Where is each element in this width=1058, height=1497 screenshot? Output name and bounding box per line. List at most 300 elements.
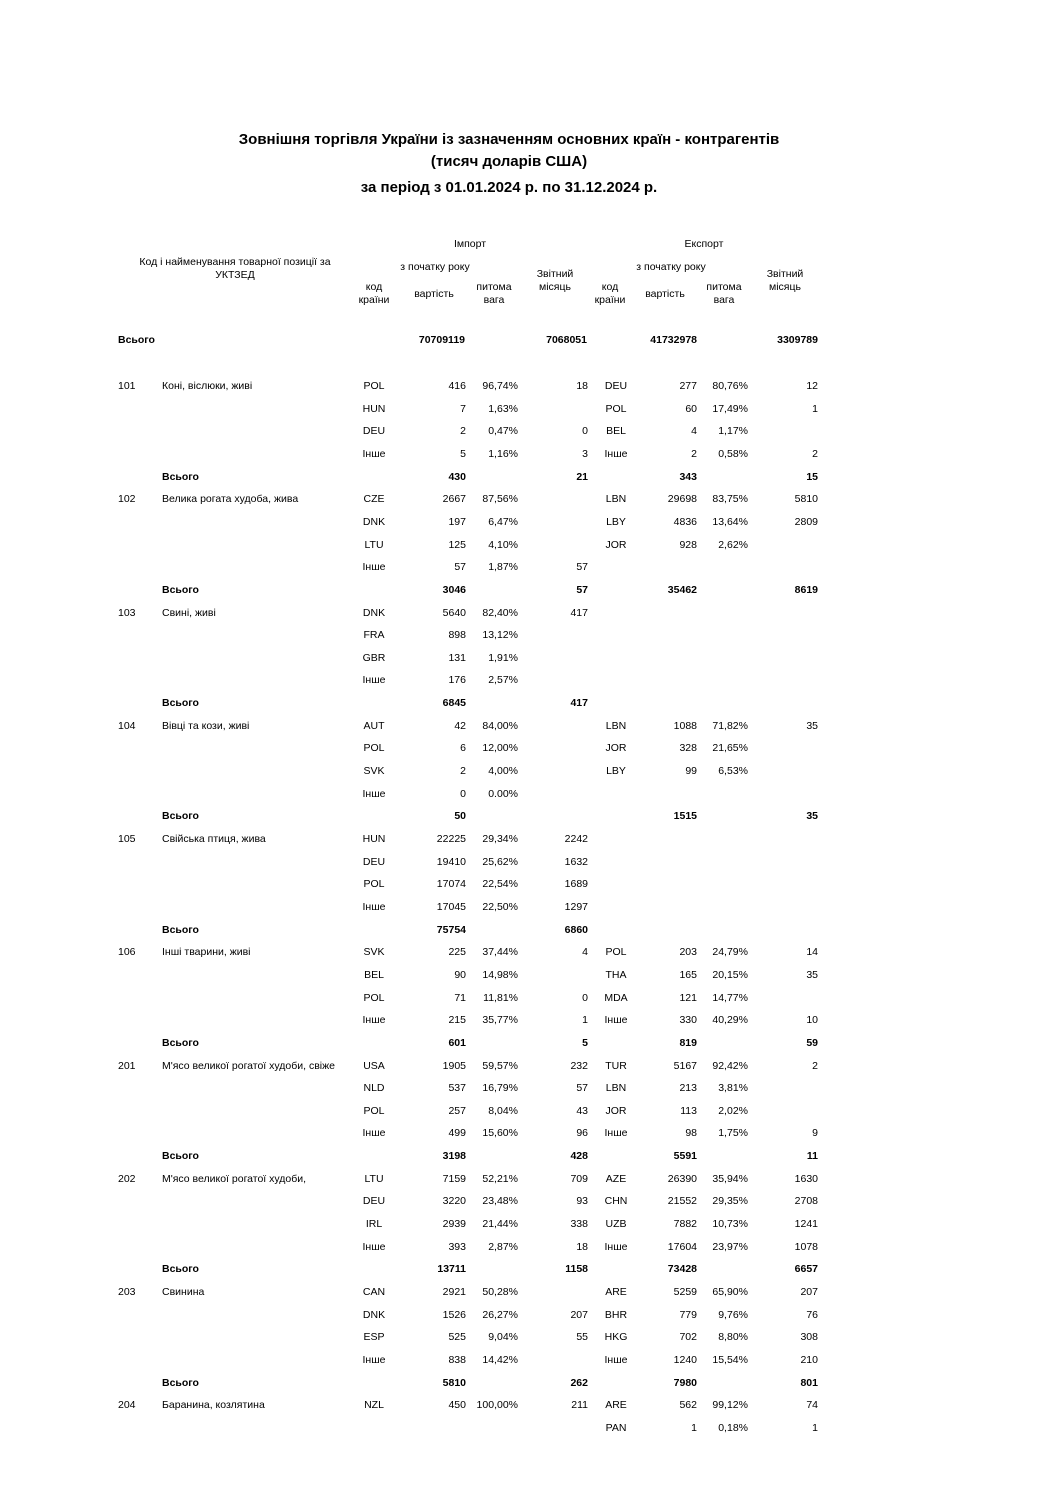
import-share: 22,50%	[482, 900, 518, 913]
import-month: 55	[576, 1331, 588, 1344]
import-share: 13,12%	[482, 629, 518, 642]
export-month: 207	[800, 1286, 818, 1298]
header-import-value: вартість	[414, 288, 454, 300]
import-value: 5640	[442, 606, 466, 619]
export-country-code: JOR	[605, 538, 627, 551]
import-month: 1689	[564, 878, 588, 891]
export-month: 2708	[794, 1195, 818, 1208]
row-name: Вівці та кози, живі	[162, 719, 250, 732]
import-value: 430	[448, 470, 466, 483]
export-share: 6,53%	[718, 765, 748, 778]
export-value: 73428	[667, 1263, 697, 1276]
row-total-label: Всього	[162, 1263, 199, 1276]
export-country-code: ARE	[605, 1399, 627, 1412]
import-country-code: DEU	[362, 425, 386, 438]
import-country-code: FRA	[363, 629, 385, 642]
export-month: 15	[806, 470, 818, 483]
import-share: 1,87%	[488, 561, 518, 574]
import-share: 25,62%	[482, 855, 518, 868]
document-title: Зовнішня торгівля України із зазначенням основних країн - контрагентів	[238, 131, 780, 148]
import-value: 601	[448, 1036, 466, 1049]
export-value: 5259	[673, 1286, 697, 1298]
export-country-code: LBN	[605, 719, 627, 732]
export-month: 35	[806, 968, 818, 981]
import-country-code: Інше	[362, 1014, 386, 1027]
import-share: 4,10%	[488, 538, 518, 551]
header-import-ytd: з початку року	[400, 261, 470, 273]
import-country-code: DNK	[362, 1308, 386, 1321]
import-country-code: LTU	[364, 538, 384, 551]
export-share: 3,81%	[718, 1082, 748, 1095]
export-value: 1515	[673, 810, 697, 823]
import-value: 197	[448, 515, 466, 528]
export-value: 1	[691, 1421, 697, 1434]
export-share: 83,75%	[712, 493, 748, 506]
header-import-share: питома вага	[476, 281, 512, 306]
import-country-code: HUN	[362, 402, 386, 415]
export-country-code: MDA	[604, 991, 628, 1004]
import-country-code: Інше	[362, 561, 386, 574]
export-month: 9	[812, 1127, 818, 1140]
export-country-code: PAN	[605, 1421, 627, 1434]
export-share: 92,42%	[712, 1059, 748, 1072]
row-code: 102	[118, 493, 136, 506]
export-value: 113	[680, 1104, 697, 1117]
export-month: 1	[812, 1421, 818, 1434]
export-country-code: BEL	[606, 425, 626, 438]
import-value: 2939	[442, 1218, 466, 1231]
import-value: 257	[448, 1104, 466, 1117]
import-share: 29,34%	[482, 833, 518, 845]
export-value: 562	[679, 1399, 697, 1412]
import-share: 6,47%	[488, 515, 518, 528]
export-value: 17604	[667, 1240, 697, 1253]
import-share: 26,27%	[482, 1308, 518, 1321]
import-value: 393	[448, 1240, 466, 1253]
import-value: 75754	[436, 923, 466, 936]
export-value: 779	[679, 1308, 697, 1321]
import-share: 0,47%	[488, 425, 518, 438]
import-share: 16,79%	[482, 1082, 518, 1095]
export-country-code: DEU	[604, 380, 628, 392]
export-month: 59	[806, 1036, 818, 1049]
export-country-code: THA	[605, 968, 627, 981]
import-value: 7	[460, 402, 466, 415]
export-country-code: AZE	[605, 1172, 627, 1185]
export-country-code: TUR	[605, 1059, 627, 1072]
export-value: 213	[679, 1082, 697, 1095]
import-country-code: IRL	[365, 1218, 383, 1231]
import-country-code: SVK	[363, 765, 385, 778]
import-value: 2	[460, 765, 466, 778]
export-month: 10	[806, 1014, 818, 1027]
import-share: 0.00%	[488, 787, 518, 800]
grand-total-export-month: 3309789	[777, 334, 818, 346]
import-country-code: BEL	[364, 968, 384, 981]
row-code: 105	[118, 833, 136, 845]
import-value: 2667	[442, 493, 466, 506]
export-value: 7882	[673, 1218, 697, 1231]
import-month: 417	[570, 606, 588, 619]
import-value: 3220	[442, 1195, 466, 1208]
import-month: 96	[576, 1127, 588, 1140]
export-value: 5167	[673, 1059, 697, 1072]
import-country-code: POL	[363, 991, 385, 1004]
import-month: 4	[582, 946, 588, 959]
import-share: 2,57%	[488, 674, 518, 687]
export-month: 8619	[794, 583, 818, 596]
import-share: 12,00%	[482, 742, 518, 755]
import-country-code: Інше	[362, 1127, 386, 1140]
export-share: 2,62%	[718, 538, 748, 551]
import-value: 5	[460, 447, 466, 460]
import-country-code: GBR	[362, 651, 386, 664]
export-month: 2	[812, 1059, 818, 1072]
export-country-code: JOR	[605, 1104, 627, 1117]
row-total-label: Всього	[162, 1036, 199, 1049]
import-country-code: ESP	[363, 1331, 385, 1344]
row-total-label: Всього	[162, 583, 199, 596]
import-month: 57	[576, 1082, 588, 1095]
import-month: 0	[582, 991, 588, 1004]
export-month: 1	[812, 402, 818, 415]
import-country-code: CAN	[362, 1286, 386, 1298]
import-share: 14,98%	[482, 968, 518, 981]
export-country-code: CHN	[604, 1195, 628, 1208]
row-total-label: Всього	[162, 470, 199, 483]
row-code: 101	[118, 380, 136, 392]
export-share: 2,02%	[718, 1104, 748, 1117]
import-value: 7159	[442, 1172, 466, 1185]
export-value: 328	[679, 742, 697, 755]
export-country-code: Інше	[604, 1014, 628, 1027]
import-share: 84,00%	[482, 719, 518, 732]
import-country-code: SVK	[363, 946, 385, 959]
export-value: 21552	[667, 1195, 697, 1208]
export-value: 7980	[673, 1376, 697, 1389]
import-month: 338	[570, 1218, 588, 1231]
export-share: 17,49%	[712, 402, 748, 415]
import-month: 93	[576, 1195, 588, 1208]
row-code: 203	[118, 1286, 136, 1298]
export-month: 2	[812, 447, 818, 460]
import-month: 417	[570, 697, 588, 710]
import-value: 2	[460, 425, 466, 438]
import-month: 18	[576, 1240, 588, 1253]
import-value: 125	[448, 538, 466, 551]
export-share: 8,80%	[718, 1331, 748, 1344]
export-value: 29698	[667, 493, 697, 506]
row-code: 204	[118, 1399, 136, 1412]
export-country-code: LBY	[606, 765, 626, 778]
export-country-code: BHR	[604, 1308, 628, 1321]
row-code: 104	[118, 719, 136, 732]
export-value: 165	[679, 968, 697, 981]
import-value: 416	[448, 380, 466, 392]
export-value: 819	[679, 1036, 697, 1049]
export-share: 21,65%	[712, 742, 748, 755]
import-month: 232	[570, 1059, 588, 1072]
import-country-code: DEU	[362, 1195, 386, 1208]
import-value: 838	[448, 1353, 466, 1366]
import-share: 35,77%	[482, 1014, 518, 1027]
export-country-code: LBN	[605, 493, 627, 506]
export-share: 1,17%	[718, 425, 748, 438]
header-export-share: питома вага	[706, 281, 742, 306]
import-share: 23,48%	[482, 1195, 518, 1208]
import-country-code: USA	[363, 1059, 385, 1072]
export-value: 702	[679, 1331, 697, 1344]
header-export-ytd: з початку року	[636, 261, 706, 273]
import-country-code: CZE	[363, 493, 385, 506]
import-country-code: HUN	[362, 833, 386, 845]
export-share: 29,35%	[712, 1195, 748, 1208]
export-country-code: LBY	[606, 515, 626, 528]
export-country-code: Інше	[604, 1240, 628, 1253]
row-name: Свинина	[162, 1286, 205, 1298]
export-month: 5810	[794, 493, 818, 506]
row-name: Свійська птиця, жива	[162, 833, 266, 845]
export-value: 26390	[667, 1172, 697, 1185]
import-value: 450	[448, 1399, 466, 1412]
import-month: 428	[570, 1150, 588, 1163]
import-value: 6	[460, 742, 466, 755]
export-value: 343	[679, 470, 697, 483]
import-value: 22225	[436, 833, 466, 845]
import-value: 537	[448, 1082, 466, 1095]
import-value: 3198	[442, 1150, 466, 1163]
export-share: 13,64%	[712, 515, 748, 528]
export-value: 4836	[673, 515, 697, 528]
row-name: М'ясо великої рогатої худоби,	[162, 1172, 307, 1185]
import-month: 57	[576, 583, 588, 596]
import-share: 1,63%	[488, 402, 518, 415]
export-share: 14,77%	[712, 991, 748, 1004]
import-month: 1	[582, 1014, 588, 1027]
export-share: 71,82%	[712, 719, 748, 732]
import-share: 96,74%	[482, 380, 518, 392]
export-share: 23,97%	[712, 1240, 748, 1253]
row-name: М'ясо великої рогатої худоби, свіже	[162, 1059, 335, 1072]
export-share: 10,73%	[712, 1218, 748, 1231]
import-country-code: POL	[363, 1104, 385, 1117]
row-total-label: Всього	[162, 1376, 199, 1389]
import-value: 57	[454, 561, 466, 574]
import-country-code: NLD	[363, 1082, 385, 1095]
export-share: 0,18%	[718, 1421, 748, 1434]
import-month: 3	[582, 447, 588, 460]
import-month: 2242	[564, 833, 588, 845]
import-share: 2,87%	[488, 1240, 518, 1253]
row-code: 103	[118, 606, 136, 619]
export-month: 76	[806, 1308, 818, 1321]
grand-total-import-value: 70709119	[418, 334, 465, 346]
header-export-value: вартість	[645, 288, 685, 300]
import-value: 176	[448, 674, 466, 687]
export-share: 40,29%	[712, 1014, 748, 1027]
grand-total-import-month: 7068051	[546, 334, 587, 346]
row-total-label: Всього	[162, 923, 199, 936]
export-month: 210	[800, 1353, 818, 1366]
import-country-code: POL	[363, 380, 385, 392]
import-share: 11,81%	[483, 991, 518, 1004]
export-value: 98	[685, 1127, 697, 1140]
import-share: 15,60%	[482, 1127, 518, 1140]
export-share: 20,15%	[712, 968, 748, 981]
export-value: 99	[685, 765, 697, 778]
grand-total-label: Всього	[118, 334, 155, 346]
header-import-month: Звітний місяць	[536, 268, 574, 293]
export-country-code: HKG	[604, 1331, 628, 1344]
export-share: 24,79%	[712, 946, 748, 959]
row-total-label: Всього	[162, 1150, 199, 1163]
import-country-code: Інше	[362, 447, 386, 460]
import-month: 1297	[564, 900, 588, 913]
export-value: 35462	[667, 583, 697, 596]
import-value: 17045	[436, 900, 466, 913]
row-total-label: Всього	[162, 697, 199, 710]
row-name: Коні, віслюки, живі	[162, 380, 253, 392]
import-month: 709	[570, 1172, 588, 1185]
export-share: 1,75%	[718, 1127, 748, 1140]
import-value: 131	[448, 651, 466, 664]
import-country-code: LTU	[364, 1172, 384, 1185]
import-country-code: DNK	[362, 515, 386, 528]
export-month: 74	[806, 1399, 818, 1412]
import-share: 87,56%	[482, 493, 518, 506]
import-month: 43	[576, 1104, 588, 1117]
import-share: 21,44%	[482, 1218, 518, 1231]
export-country-code: JOR	[605, 742, 627, 755]
row-name: Велика рогата худоба, жива	[162, 493, 299, 506]
import-share: 22,54%	[482, 878, 518, 891]
import-value: 1526	[442, 1308, 466, 1321]
export-month: 2809	[794, 515, 818, 528]
export-share: 99,12%	[712, 1399, 748, 1412]
export-country-code: POL	[605, 402, 627, 415]
row-name: Свині, живі	[162, 606, 216, 619]
import-month: 1632	[564, 855, 588, 868]
document-period: за період з 01.01.2024 р. по 31.12.2024 р.	[360, 179, 658, 196]
export-country-code: POL	[605, 946, 627, 959]
import-value: 215	[448, 1014, 466, 1027]
import-value: 90	[454, 968, 466, 981]
header-code-name: Код і найменування товарної позиції за УКТЗЕД	[139, 256, 331, 281]
import-share: 50,28%	[482, 1286, 518, 1298]
export-country-code: Інше	[604, 1353, 628, 1366]
import-share: 82,40%	[482, 606, 518, 619]
export-value: 1240	[673, 1353, 697, 1366]
import-value: 50	[454, 810, 466, 823]
export-value: 203	[679, 946, 697, 959]
export-share: 80,76%	[712, 380, 748, 392]
export-value: 330	[679, 1014, 697, 1027]
export-share: 9,76%	[718, 1308, 748, 1321]
export-value: 60	[685, 402, 697, 415]
row-code: 201	[118, 1059, 136, 1072]
import-country-code: Інше	[362, 900, 386, 913]
import-country-code: DEU	[362, 855, 386, 868]
export-share: 15,54%	[712, 1353, 748, 1366]
export-value: 5591	[673, 1150, 697, 1163]
import-value: 3046	[442, 583, 466, 596]
import-value: 6845	[442, 697, 466, 710]
export-country-code: Інше	[604, 1127, 628, 1140]
export-month: 35	[806, 719, 818, 732]
row-name: Інші тварини, живі	[162, 946, 251, 959]
export-value: 1088	[673, 719, 697, 732]
import-share: 37,44%	[482, 946, 518, 959]
import-month: 211	[571, 1399, 588, 1412]
import-value: 5810	[442, 1376, 466, 1389]
import-country-code: Інше	[362, 674, 386, 687]
export-value: 928	[679, 538, 697, 551]
import-country-code: POL	[363, 878, 385, 891]
import-value: 17074	[436, 878, 466, 891]
import-value: 42	[454, 719, 466, 732]
import-value: 71	[454, 991, 466, 1004]
grand-total-export-value: 41732978	[650, 334, 697, 346]
import-share: 9,04%	[488, 1331, 518, 1344]
header-export: Експорт	[684, 238, 724, 250]
import-share: 4,00%	[488, 765, 518, 778]
export-country-code: LBN	[605, 1082, 627, 1095]
header-export-month: Звітний місяць	[766, 268, 804, 293]
export-month: 12	[806, 380, 818, 392]
import-value: 19410	[436, 855, 466, 868]
import-month: 57	[576, 561, 588, 574]
row-total-label: Всього	[162, 810, 199, 823]
export-value: 4	[691, 425, 697, 438]
export-share: 65,90%	[712, 1286, 748, 1298]
import-country-code: Інше	[362, 1353, 386, 1366]
header-import-country-code: код країни	[358, 281, 390, 306]
import-value: 2921	[442, 1286, 466, 1298]
import-month: 1158	[565, 1263, 588, 1276]
import-country-code: AUT	[363, 719, 385, 732]
import-month: 207	[570, 1308, 588, 1321]
row-name: Баранина, козлятина	[162, 1399, 265, 1412]
import-share: 59,57%	[482, 1059, 518, 1072]
export-month: 1241	[794, 1218, 818, 1231]
header-import: Імпорт	[453, 238, 487, 250]
import-value: 13711	[437, 1263, 466, 1276]
import-country-code: Інше	[362, 787, 386, 800]
import-country-code: NZL	[364, 1399, 384, 1412]
import-share: 1,91%	[488, 651, 518, 664]
import-value: 1905	[442, 1059, 466, 1072]
export-month: 14	[806, 946, 818, 959]
import-country-code: DNK	[362, 606, 386, 619]
export-month: 11	[806, 1150, 818, 1163]
import-month: 262	[570, 1376, 588, 1389]
import-country-code: POL	[363, 742, 385, 755]
import-month: 0	[582, 425, 588, 438]
import-value: 499	[448, 1127, 466, 1140]
export-value: 277	[679, 380, 697, 392]
export-share: 35,94%	[712, 1172, 748, 1185]
export-month: 308	[800, 1331, 818, 1344]
import-value: 525	[448, 1331, 466, 1344]
import-value: 225	[448, 946, 466, 959]
import-share: 52,21%	[482, 1172, 518, 1185]
export-value: 121	[679, 991, 697, 1004]
row-code: 106	[118, 946, 136, 959]
document-subtitle-units: (тисяч доларів США)	[430, 153, 588, 170]
export-share: 0,58%	[718, 447, 748, 460]
export-country-code: UZB	[605, 1218, 627, 1231]
export-country-code: ARE	[605, 1286, 627, 1298]
